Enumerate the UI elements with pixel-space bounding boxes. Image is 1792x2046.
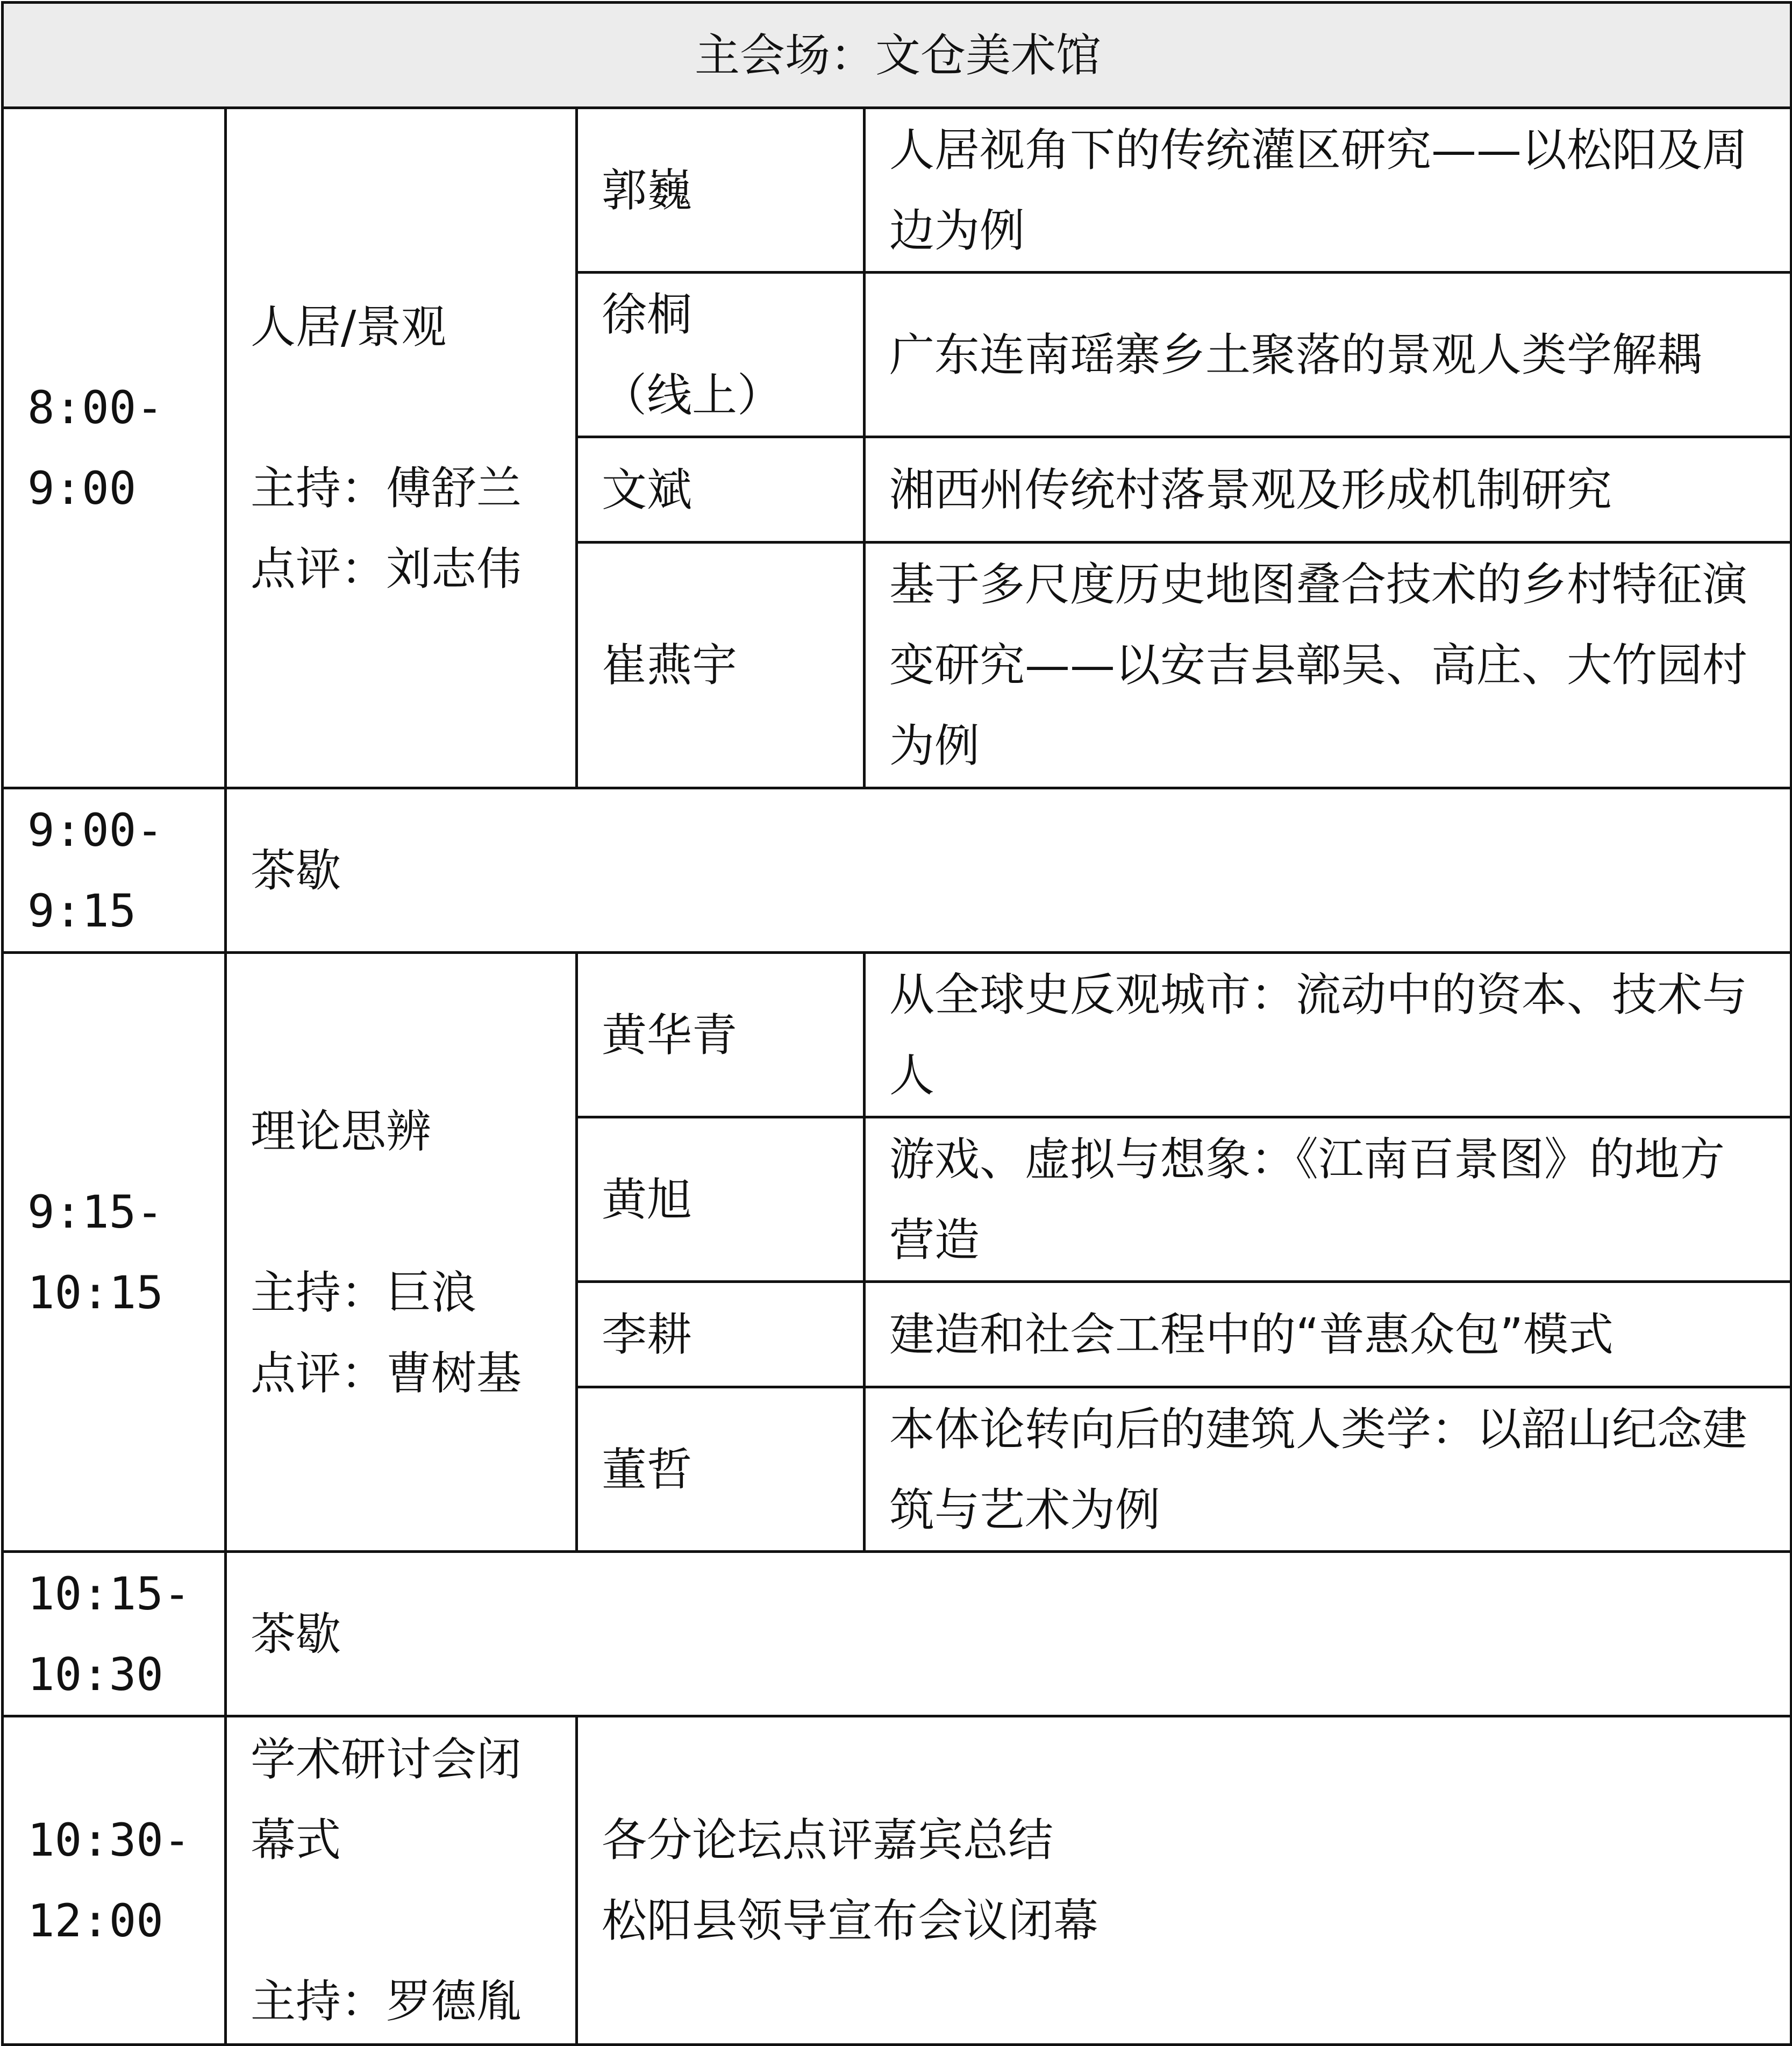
speaker-name: 崔燕宇 <box>602 639 738 691</box>
table-row <box>3 953 1791 1117</box>
time-end: 9:00 <box>27 462 137 515</box>
session-topic: 学术研讨会闭幕式 <box>251 1733 522 1866</box>
speaker-cell <box>577 543 865 788</box>
time-start: 10:15- <box>27 1567 191 1620</box>
closing-item: 松阳县领导宣布会议闭幕 <box>602 1894 1099 1947</box>
break1-time <box>3 788 226 953</box>
talk-title: 从全球史反观城市：流动中的资本、技术与人 <box>865 953 1791 1117</box>
table-row <box>3 108 1791 273</box>
speaker-cell <box>577 1387 865 1552</box>
time-end: 9:15 <box>27 884 137 937</box>
speaker-name: 黄华青 <box>602 1008 738 1061</box>
session-reviewer: 点评：刘志伟 <box>251 543 522 595</box>
session-reviewer: 点评：曹树基 <box>251 1346 522 1400</box>
session2-time <box>3 953 226 1552</box>
session1-topic-cell <box>226 108 577 788</box>
schedule-table <box>1 1 1792 2046</box>
session-host: 主持：罗德胤 <box>251 1975 522 2028</box>
session2-topic-cell <box>226 953 577 1552</box>
time-end: 10:30 <box>27 1648 163 1701</box>
talk-title: 本体论转向后的建筑人类学：以韶山纪念建筑与艺术为例 <box>865 1387 1791 1552</box>
speaker-name: 李耕 <box>602 1308 692 1361</box>
time-start: 9:00- <box>27 803 163 857</box>
break-row <box>3 1552 1791 1716</box>
closing-items <box>577 1716 1791 2045</box>
speaker-name: 董哲 <box>602 1443 692 1496</box>
venue-header: 主会场：文仓美术馆 <box>3 3 1791 108</box>
break-label: 茶歇 <box>226 1552 1791 1716</box>
time-start: 10:30- <box>27 1814 191 1866</box>
time-start: 8:00- <box>27 381 163 434</box>
closing-item: 各分论坛点评嘉宾总结 <box>602 1814 1054 1866</box>
speaker-name: 郭巍 <box>602 163 692 217</box>
break-label: 茶歇 <box>226 788 1791 953</box>
talk-title: 建造和社会工程中的“普惠众包”模式 <box>865 1282 1791 1387</box>
session-host: 主持：傅舒兰 <box>251 462 522 515</box>
closing-row <box>3 1716 1791 2045</box>
speaker-name: 黄旭 <box>602 1173 692 1226</box>
speaker-cell <box>577 273 865 437</box>
break-row <box>3 788 1791 953</box>
session-topic: 理论思辨 <box>251 1104 432 1158</box>
closing-topic-cell <box>226 1716 577 2045</box>
session-host: 主持：巨浪 <box>251 1266 477 1319</box>
talk-title: 湘西州传统村落景观及形成机制研究 <box>865 437 1791 543</box>
speaker-cell <box>577 108 865 273</box>
closing-time <box>3 1716 226 2045</box>
session-topic: 人居/景观 <box>251 301 447 353</box>
time-start: 9:15- <box>27 1185 163 1238</box>
speaker-cell <box>577 953 865 1117</box>
speaker-name: 徐桐 <box>602 288 692 341</box>
session1-time <box>3 108 226 788</box>
speaker-cell <box>577 1117 865 1282</box>
header-row <box>3 3 1791 108</box>
speaker-cell <box>577 437 865 543</box>
speaker-note: （线上） <box>602 368 783 422</box>
talk-title: 人居视角下的传统灌区研究——以松阳及周边为例 <box>865 108 1791 273</box>
talk-title: 游戏、虚拟与想象：《江南百景图》的地方营造 <box>865 1117 1791 1282</box>
time-end: 10:15 <box>27 1266 163 1319</box>
time-end: 12:00 <box>27 1894 163 1947</box>
talk-title: 广东连南瑶寨乡土聚落的景观人类学解耦 <box>865 273 1791 437</box>
speaker-cell <box>577 1282 865 1387</box>
break2-time <box>3 1552 226 1716</box>
talk-title: 基于多尺度历史地图叠合技术的乡村特征演变研究——以安吉县鄣吴、高庄、大竹园村为例 <box>865 543 1791 788</box>
speaker-name: 文斌 <box>602 463 692 516</box>
